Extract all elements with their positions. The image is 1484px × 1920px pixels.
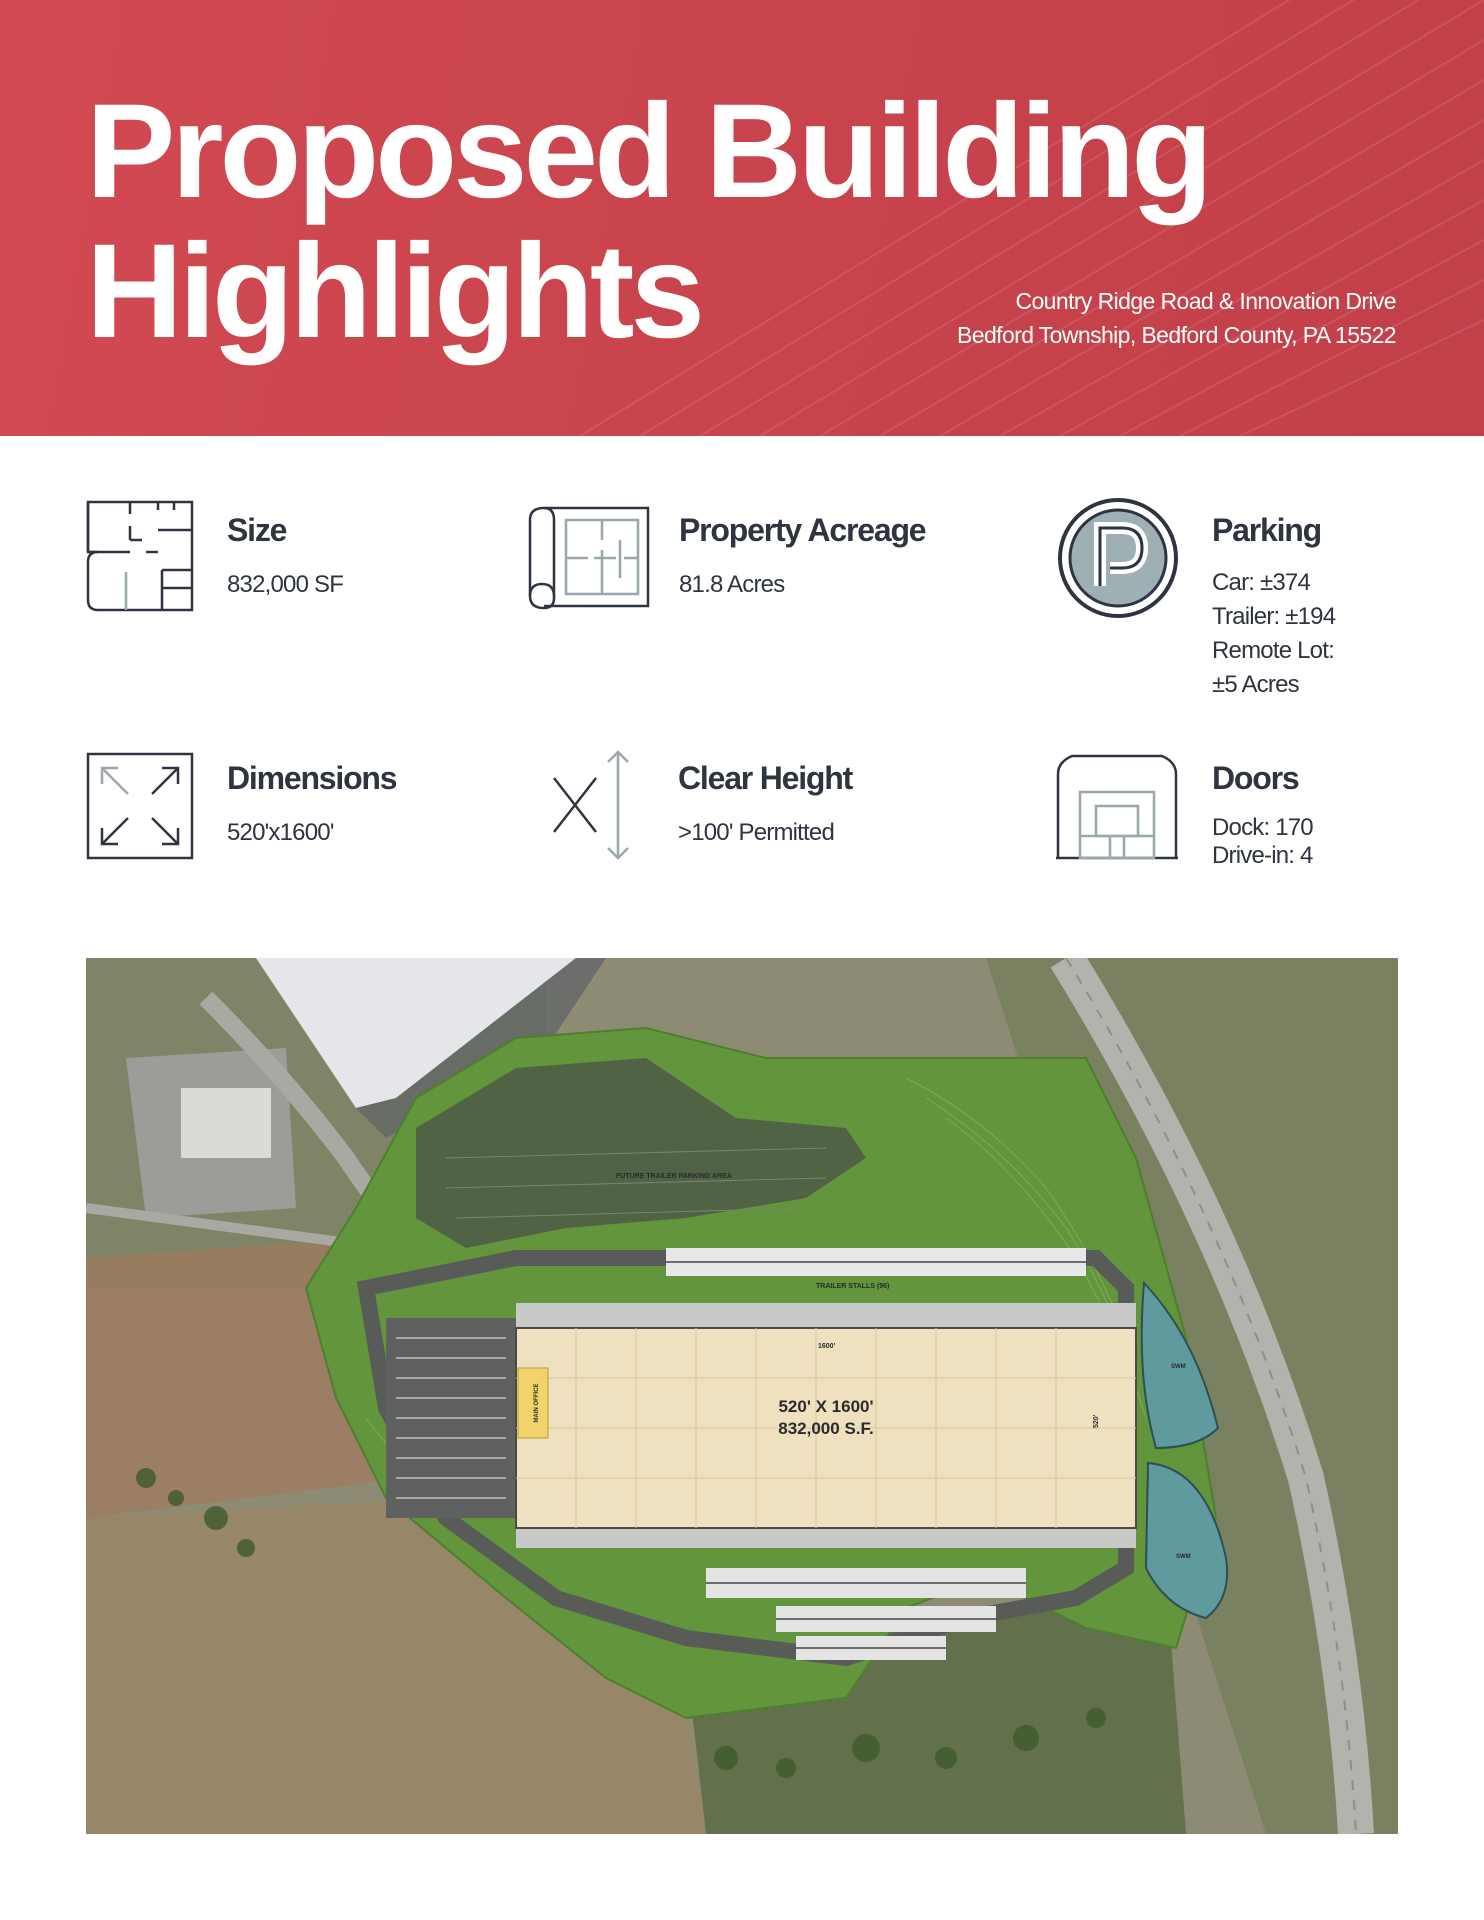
feature-doors <box>1056 752 1416 882</box>
feature-clear-height-label: Clear Height <box>678 760 853 796</box>
blueprint-icon <box>528 500 652 612</box>
feature-dimensions-label: Dimensions <box>227 760 397 796</box>
address-line-1: Country Ridge Road & Innovation Drive <box>1015 288 1396 314</box>
site-plan-map <box>86 958 1398 1834</box>
future-parking-label: FUTURE TRAILER PARKING AREA <box>616 1173 732 1180</box>
building-area-label: 832,000 S.F. <box>778 1419 874 1438</box>
parking-icon <box>1056 496 1180 620</box>
feature-size-label: Size <box>227 512 287 548</box>
parking-car: Car: ±374 <box>1212 569 1311 596</box>
doors-dock: Dock: 170 <box>1212 814 1313 841</box>
building-width-dim: 520' <box>1093 1414 1100 1428</box>
feature-size <box>86 500 486 620</box>
feature-parking-values <box>1212 566 1335 702</box>
feature-doors-values <box>1212 814 1313 870</box>
warehouse-door-icon <box>1056 752 1178 860</box>
feature-parking <box>1056 496 1416 706</box>
feature-acreage-value: 81.8 Acres <box>679 571 785 598</box>
main-office-label: MAIN OFFICE <box>534 1383 540 1423</box>
expand-arrows-icon <box>86 752 194 860</box>
floorplan-icon <box>86 500 194 612</box>
feature-dimensions <box>86 752 486 862</box>
parking-remote-lot: Remote Lot: <box>1212 637 1334 664</box>
site-plan-aerial <box>86 958 1398 1834</box>
feature-doors-label: Doors <box>1212 760 1299 796</box>
building-dimensions-label: 520' X 1600' <box>778 1397 874 1416</box>
feature-parking-label: Parking <box>1212 512 1321 548</box>
parking-remote-acres: ±5 Acres <box>1212 671 1299 698</box>
parking-trailer: Trailer: ±194 <box>1212 603 1336 630</box>
address-line-2: Bedford Township, Bedford County, PA 15522 <box>957 322 1396 348</box>
doors-drive-in: Drive-in: 4 <box>1212 842 1313 869</box>
title-line-1: Proposed Building <box>86 77 1210 226</box>
swm-label-1: SWM <box>1171 1364 1186 1370</box>
title-line-2: Highlights <box>86 217 702 366</box>
feature-acreage <box>528 500 988 620</box>
feature-clear-height-value: >100' Permitted <box>678 819 835 846</box>
swm-label-2: SWM <box>1176 1554 1191 1560</box>
feature-dimensions-value: 520'x1600' <box>227 819 334 846</box>
feature-size-value: 832,000 SF <box>227 571 344 598</box>
feature-clear-height <box>550 748 990 868</box>
header-banner <box>0 0 1484 436</box>
height-arrow-icon <box>550 748 636 862</box>
trailer-stalls-label: TRAILER STALLS (96) <box>816 1283 890 1290</box>
building-length-dim: 1600' <box>818 1343 836 1350</box>
property-address <box>957 284 1396 352</box>
feature-acreage-label: Property Acreage <box>679 512 926 548</box>
